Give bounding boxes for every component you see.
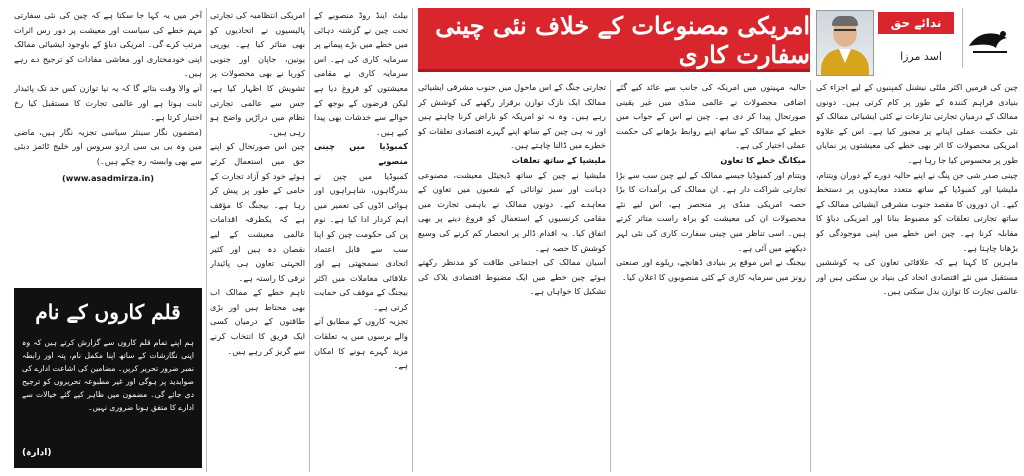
author-name: اسد مرزا xyxy=(900,50,942,63)
column-header xyxy=(816,4,1018,74)
subheading: میکانگ خطے کا تعاون xyxy=(720,154,806,165)
article-column-4 xyxy=(314,8,408,472)
paragraph: ویتنام اور کمبوڈیا جیسے ممالک کے لیے چین سب سے بڑا تجارتی شراکت دار ہے۔ ان ممالک کی برآمدات کا بڑا حصہ امریکی منڈی پر منحصر ہے، اس لیے نئے محصولات ان کی معیشت کو براہ راست متاثر کرتے ہیں۔ اسی تناظر میں چینی سفارت کاری کی نئی لہر دیکھنے میں آئی ہے۔ xyxy=(616,169,806,253)
column-divider xyxy=(309,8,310,472)
article-column-6 xyxy=(14,8,202,282)
column-name-tag: ندائے حق xyxy=(878,12,954,34)
paragraph: آنے والا وقت بتائے گا کہ یہ نیا توازن کس حد تک پائیدار ثابت ہوتا ہے اور عالمی تجارت کا مستقبل کیا رخ اختیار کرتا ہے۔ xyxy=(14,82,202,123)
author-photo xyxy=(816,10,874,76)
paragraph: حالیہ مہینوں میں امریکہ کی جانب سے عائد کیے گئے اضافی محصولات نے عالمی منڈی میں غیر یقینی صورتحال پیدا کر دی ہے۔ چین نے اس کے جواب میں خطے کے ممالک کے ساتھ اپنے روابط بڑھانے کی حکمت عملی اختیار کی ہے۔ xyxy=(616,82,806,151)
paragraph: تاہم خطے کے ممالک اب بھی محتاط ہیں اور بڑی طاقتوں کے درمیان کسی ایک فریق کا انتخاب کرنے سے گریز کر رہے ہیں۔ xyxy=(210,287,305,356)
paragraph: کمبوڈیا میں چین نے بندرگاہوں، شاہراہوں اور ہوائی اڈوں کی تعمیر میں اہم کردار ادا کیا ہے۔ نوم پن کی حکومت چین کو اپنا سب سے قابل اعتماد اتحادی سمجھتی ہے اور علاقائی معاملات میں اکثر بیجنگ کے موقف کی حمایت کرتی ہے۔ xyxy=(314,170,408,312)
article-column-5 xyxy=(210,8,305,472)
author-website-link[interactable]: (www.asadmirza.in) xyxy=(62,172,154,183)
paragraph: بیلٹ اینڈ روڈ منصوبے کے تحت چین نے گزشتہ دہائی میں خطے میں بڑے پیمانے پر سرمایہ کاری کی ہے۔ اس سرمایہ کاری نے مقامی معیشتوں کو فروغ دیا ہے لیکن قرضوں کے بوجھ کے حوالے سے خدشات بھی پیدا کیے ہیں۔ xyxy=(314,10,408,137)
notice-title: قلم کاروں کے نام xyxy=(35,300,181,324)
writers-notice-box xyxy=(14,288,202,468)
paragraph: بیجنگ نے اس موقع پر بنیادی ڈھانچے، ریلوے اور صنعتی زونز میں سرمایہ کاری کے کئی منصوبوں کا اعلان کیا۔ xyxy=(616,257,806,282)
paragraph: چین کی فرمیں اکثر ملٹی نیشنل کمپنیوں کے لیے اجزاء کی بنیادی فراہم کنندہ کے طور پر کام کرتی ہیں۔ دونوں ممالک کے درمیان تجارتی تنازعات نے کئی ایشیائی ممالک کو نئی حکمت عملی اپنانے پر مجبور کیا ہے۔ اس کے علاوہ امریکی محصولات کا اثر بھی خطے کی معیشتوں پر نمایاں طور پر محسوس کیا جا رہا ہے۔ xyxy=(816,82,1018,165)
paragraph: امریکی انتظامیہ کی تجارتی پالیسیوں نے اتحادیوں کو بھی متاثر کیا ہے۔ یورپی یونین، جاپان اور جنوبی کوریا نے بھی محصولات پر تشویش کا اظہار کیا ہے، جس سے عالمی تجارتی نظام میں دراڑیں واضح ہو رہی ہیں۔ xyxy=(210,10,305,137)
column-divider xyxy=(206,8,207,472)
subheading: ملیشیا کے ساتھ تعلقات xyxy=(511,154,606,165)
notice-signature: (ادارہ) xyxy=(22,448,52,458)
paragraph: ماہرین کا کہنا ہے کہ علاقائی تعاون کی یہ کوششیں مستقبل میں نئے اقتصادی اتحاد کی بنیاد بن سکتی ہیں اور عالمی تجارت کا توازن بدل سکتی ہیں۔ xyxy=(816,257,1018,297)
paragraph: تجارتی جنگ کے اس ماحول میں جنوب مشرقی ایشیائی ممالک ایک نازک توازن برقرار رکھنے کی کوشش کر رہے ہیں۔ وہ نہ تو امریکہ کو ناراض کرنا چاہتے ہیں اور نہ ہی چین کے ساتھ اپنے گہرے اقتصادی تعلقات کو خطرے میں ڈالنا چاہتے ہیں۔ xyxy=(418,82,606,151)
paragraph: چین اس صورتحال کو اپنے حق میں استعمال کرتے ہوئے خود کو آزاد تجارت کے حامی کے طور پر پیش کر رہا ہے۔ بیجنگ کا مؤقف ہے کہ یکطرفہ اقدامات عالمی معیشت کے لیے نقصان دہ ہیں اور کثیر الجہتی تعاون ہی پائیدار ترقی کا راستہ ہے۔ xyxy=(210,141,305,283)
article-column-1 xyxy=(816,80,1018,472)
paragraph: آخر میں یہ کہا جا سکتا ہے کہ چین کی نئی سفارتی مہم خطے کی سیاست اور معیشت پر دور رس اثرات مرتب کرے گی۔ امریکی دباؤ کے باوجود ایشیائی ممالک اپنی خودمختاری اور معاشی مفادات کو ترجیح دے رہے ہیں۔ xyxy=(14,10,202,79)
paragraph: آسیان ممالک کی اجتماعی طاقت کو مدنظر رکھتے ہوئے چین خطے میں ایک مضبوط اقتصادی بلاک کی تشکیل کا خواہاں ہے۔ xyxy=(418,257,606,297)
column-divider xyxy=(810,80,811,472)
notice-body: ہم اپنے تمام قلم کاروں سے گزارش کرتے ہیں کہ وہ اپنی نگارشات کے ساتھ اپنا مکمل نام، پتہ اور رابطہ نمبر ضرور تحریر کریں۔ مضامین کی اشاعت ادارے کی صوابدید پر ہوگی اور غیر مطبوعہ تحریروں کو ترجیح دی جائے گی۔ مضمون میں ظاہر کیے گئے خیالات سے ادارے کا متفق ہونا ضروری نہیں۔ xyxy=(22,338,194,412)
column-divider xyxy=(610,80,611,472)
paragraph: ملیشیا نے چین کے ساتھ ڈیجیٹل معیشت، مصنوعی ذہانت اور سبز توانائی کے شعبوں میں تعاون کے معاہدے کیے۔ دونوں ممالک نے باہمی تجارت میں مقامی کرنسیوں کے استعمال کو فروغ دینے پر بھی اتفاق کیا۔ یہ اقدام ڈالر پر انحصار کم کرنے کی وسیع کوشش کا حصہ ہے۔ xyxy=(418,169,606,253)
article-column-2 xyxy=(616,80,806,472)
paragraph: تجزیہ کاروں کے مطابق آنے والے برسوں میں یہ تعلقات مزید گہرے ہونے کا امکان ہے۔ xyxy=(314,316,408,371)
paragraph: چینی صدر شی جن پنگ نے اپنے حالیہ دورے کے دوران ویتنام، ملیشیا اور کمبوڈیا کے ساتھ متعدد معاہدوں پر دستخط کیے۔ ان دوروں کا مقصد جنوب مشرقی ایشیائی ممالک کے ساتھ تجارتی تعلقات کو مضبوط بنانا اور امریکی دباؤ کا مقابلہ کرنا ہے۔ چین اس خطے میں اپنی موجودگی کو بڑھانا چاہتا ہے۔ xyxy=(816,169,1018,253)
subheading: کمبوڈیا میں چینی منصوبے xyxy=(314,141,408,166)
newspaper-logo-icon xyxy=(962,8,1017,68)
article-column-3 xyxy=(418,80,606,472)
headline: امریکی مصنوعات کے خلاف نئی چینی سفارت کاری xyxy=(418,8,810,72)
author-bio: (مضمون نگار سینئر سیاسی تجزیہ نگار ہیں، ماضی میں وہ بی بی سی اردو سروس اور خلیج ٹائمز دبئی سے بھی وابستہ رہ چکے ہیں۔) xyxy=(14,126,202,166)
column-divider xyxy=(412,8,413,472)
